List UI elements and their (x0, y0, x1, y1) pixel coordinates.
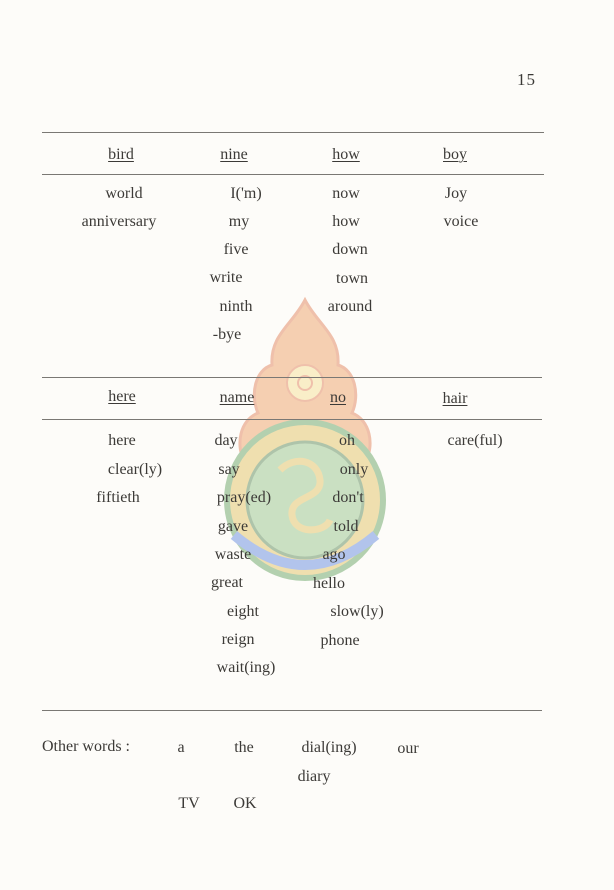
table1-top-rule (42, 132, 544, 133)
other-word: our (397, 740, 419, 757)
table1-cell: how (332, 213, 360, 230)
table2-cell: clear(ly) (107, 461, 163, 478)
table1-cell: around (327, 298, 373, 315)
table2-header-rule (42, 419, 542, 420)
table1-cell: my (228, 213, 250, 230)
table2-cell: don't (332, 489, 364, 506)
other-word: the (234, 739, 254, 756)
table2-cell: pray(ed) (216, 489, 272, 506)
table1-cell: five (223, 241, 249, 258)
table2-cell: ago (322, 546, 346, 563)
table2-cell: waste (214, 546, 252, 563)
table2-cell: day (214, 432, 238, 449)
other-words-label: Other words : (42, 738, 130, 755)
table2-bottom-rule (42, 710, 542, 711)
table2-cell: hello (313, 575, 345, 592)
other-word: diary (297, 768, 331, 785)
table1-header-bird: bird (108, 146, 134, 163)
table2-cell: wait(ing) (216, 659, 276, 676)
table2-cell: told (333, 518, 359, 535)
table2-cell: gave (217, 518, 249, 535)
table1-header-rule (42, 174, 544, 175)
table2-cell: phone (320, 632, 360, 649)
table1-cell: now (332, 185, 360, 202)
table1-cell: town (336, 270, 368, 287)
table1-header-how: how (332, 146, 360, 163)
other-word: dial(ing) (301, 739, 357, 756)
table1-cell: voice (443, 213, 479, 230)
table2-cell: slow(ly) (330, 603, 384, 620)
table2-cell: care(ful) (447, 432, 503, 449)
table1-cell: down (332, 241, 368, 258)
table2-cell: here (108, 432, 136, 449)
table2-cell: say (218, 461, 240, 478)
table1-cell: Joy (444, 185, 468, 202)
table1-cell: world (105, 185, 143, 202)
table2-cell: fiftieth (96, 489, 140, 506)
page-number: 15 (517, 70, 536, 89)
table1-header-nine: nine (220, 146, 248, 163)
other-word: a (177, 739, 185, 756)
table2-cell: great (211, 574, 243, 591)
table1-cell: anniversary (81, 213, 157, 230)
table2-header-hair: hair (442, 390, 468, 407)
table2-cell: only (339, 461, 369, 478)
other-word: TV (178, 795, 200, 812)
table2-header-here: here (108, 388, 136, 405)
table1-cell: ninth (219, 298, 253, 315)
table1-header-boy: boy (443, 146, 467, 163)
table1-cell: I('m) (230, 185, 262, 202)
table2-cell: oh (339, 432, 355, 449)
other-word: OK (233, 795, 257, 812)
table2-header-name: name (219, 389, 255, 406)
table2-cell: reign (221, 631, 255, 648)
table1-cell: -bye (212, 326, 242, 343)
table1-cell: write (209, 269, 243, 286)
table2-header-no: no (330, 389, 346, 406)
table2-cell: eight (227, 603, 259, 620)
table2-top-rule (42, 377, 542, 378)
